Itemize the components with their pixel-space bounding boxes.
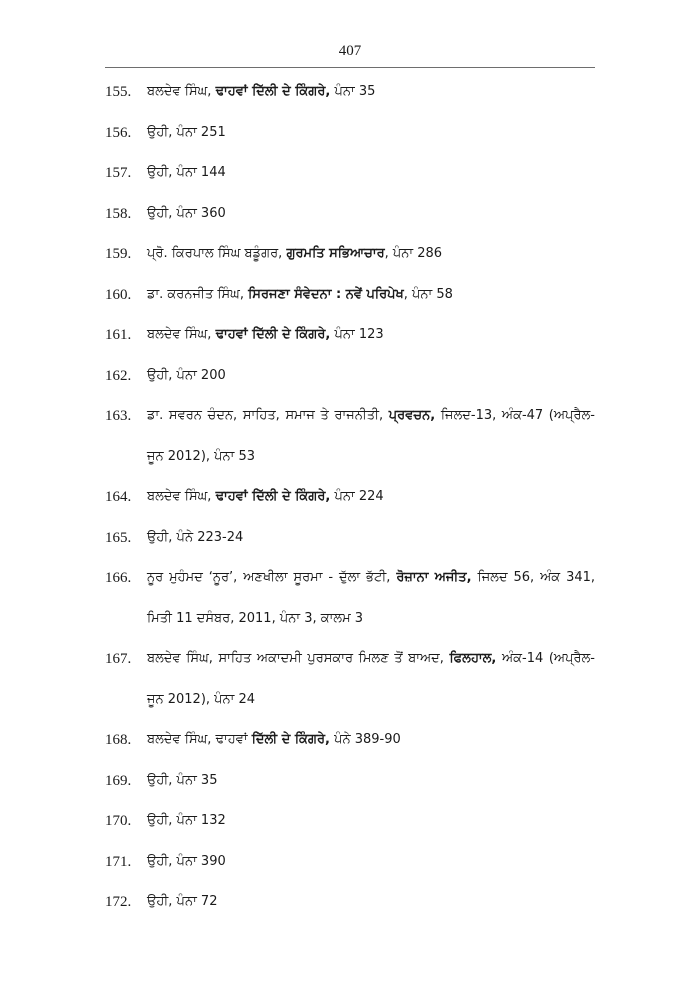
endnote-part: ਉਹੀ, ਪੰਨਾ 72 [147, 894, 218, 909]
endnote-item [105, 194, 595, 235]
endnote-part: ਉਹੀ, ਪੰਨਾ 251 [147, 124, 226, 140]
endnote-text [147, 558, 595, 639]
endnote-item [105, 518, 595, 559]
endnote-number: 165. [105, 529, 132, 546]
endnote-part: ਉਹੀ, ਪੰਨੇ 223-24 [147, 529, 244, 545]
endnote-part: ਡਾ. ਕਰਨਜੀਤ ਸਿੰਘ, [147, 286, 249, 302]
endnote-title: ਢਾਹਵਾਂ ਦਿੱਲੀ ਦੇ ਕਿੰਗਰੇ, [215, 327, 331, 342]
page-number: 407 [338, 43, 362, 59]
endnote-part: ਨੂਰ ਮੁਹੰਮਦ ‘ਨੂਰ’, ਅਣਖੀਲਾ ਸੂਰਮਾ - ਦੁੱਲਾ ਭੱਟੀ, [147, 570, 397, 585]
endnote-part: ਪ੍ਰੋ. ਕਿਰਪਾਲ ਸਿੰਘ ਬਡੂੰਗਰ, [147, 246, 287, 261]
endnote-text [147, 72, 595, 113]
endnote-title: ਰੋਜ਼ਾਨਾ ਅਜੀਤ, [396, 570, 472, 585]
endnote-title: ਫਿਲਹਾਲ, [449, 651, 497, 666]
endnote-item [105, 639, 595, 720]
endnote-number: 161. [105, 327, 132, 343]
endnote-text [147, 275, 595, 316]
endnote-part: ਪੰਨਾ 123 [330, 327, 384, 342]
endnote-part: ਬਲਦੇਵ ਸਿੰਘ, [147, 327, 216, 342]
endnote-text [147, 153, 595, 194]
endnote-part: ਜਿਲਦ 56, ਅੰਕ 341, ਮਿਤੀ 11 ਦਸੰਬਰ, 2011, ਪੰਨਾ 3, ਕਾਲਮ 3 [147, 570, 596, 626]
endnote-text [147, 194, 595, 235]
header-rule [105, 67, 595, 68]
endnote-item [105, 113, 595, 154]
endnote-title: ਦਿੱਲੀ ਦੇ ਕਿੰਗਰੇ, [251, 732, 330, 747]
endnote-part: , ਪੰਨਾ 286 [384, 246, 443, 261]
endnote-number: 160. [105, 286, 132, 303]
endnote-text [147, 113, 595, 154]
endnote-title: ਸਿਰਜਣਾ ਸੰਵੇਦਨਾ : ਨਵੇਂ ਪਰਿਪੇਖ [248, 286, 404, 302]
endnote-part: ਉਹੀ, ਪੰਨਾ 390 [147, 853, 226, 869]
endnote-title: ਢਾਹਵਾਂ ਦਿੱਲੀ ਦੇ ਕਿੰਗਰੇ, [215, 489, 331, 504]
endnote-number: 171. [105, 853, 132, 870]
endnote-part: ਬਲਦੇਵ ਸਿੰਘ, [147, 489, 216, 504]
endnote-title: ਢਾਹਵਾਂ ਦਿੱਲੀ ਦੇ ਕਿੰਗਰੇ, [215, 84, 331, 99]
endnote-number: 163. [105, 408, 132, 424]
endnote-number: 166. [105, 570, 132, 586]
endnote-text [147, 477, 595, 518]
endnote-item [105, 477, 595, 518]
endnote-number: 162. [105, 367, 132, 384]
endnote-number: 167. [105, 651, 132, 667]
endnote-item [105, 275, 595, 316]
endnote-number: 157. [105, 165, 132, 181]
endnote-item [105, 558, 595, 639]
endnote-text [147, 234, 595, 275]
endnote-number: 169. [105, 772, 132, 789]
endnote-item [105, 356, 595, 397]
endnote-part: ਬਲਦੇਵ ਸਿੰਘ, [147, 84, 216, 99]
endnote-item [105, 396, 595, 477]
endnote-number: 170. [105, 813, 132, 829]
endnotes-list [105, 72, 595, 923]
endnote-number: 158. [105, 205, 132, 222]
endnote-part: ਜਿਲਦ-13, ਅੰਕ-47 (ਅਪ੍ਰੈਲ-ਜੂਨ 2012), ਪੰਨਾ 53 [147, 408, 595, 464]
endnote-text [147, 315, 595, 356]
endnote-number: 172. [105, 894, 132, 910]
endnote-part: ਉਹੀ, ਪੰਨਾ 360 [147, 205, 226, 221]
endnote-part: ਬਲਦੇਵ ਸਿੰਘ, ਢਾਹਵਾਂ [147, 732, 252, 747]
endnote-item [105, 761, 595, 802]
endnote-item [105, 153, 595, 194]
endnote-text [147, 882, 595, 923]
endnote-part: ਉਹੀ, ਪੰਨਾ 144 [147, 165, 226, 180]
endnote-item [105, 72, 595, 113]
endnote-part: , ਪੰਨਾ 58 [403, 286, 453, 302]
endnote-text [147, 801, 595, 842]
endnote-number: 164. [105, 489, 132, 505]
endnote-part: ਪੰਨਾ 224 [330, 489, 384, 504]
endnote-item [105, 801, 595, 842]
endnote-title: ਗੁਰਮਤਿ ਸਭਿਆਚਾਰ [286, 246, 385, 261]
endnote-part: ਉਹੀ, ਪੰਨਾ 200 [147, 367, 226, 383]
endnote-number: 155. [105, 84, 132, 100]
endnote-item [105, 882, 595, 923]
endnote-text [147, 518, 595, 559]
endnote-text [147, 720, 595, 761]
endnote-title: ਪ੍ਰਵਚਨ, [388, 408, 436, 423]
endnote-part: ਪੰਨੇ 389-90 [329, 732, 401, 747]
endnote-part: ਅੰਕ-14 (ਅਪ੍ਰੈਲ-ਜੂਨ 2012), ਪੰਨਾ 24 [147, 651, 595, 707]
endnote-part: ਉਹੀ, ਪੰਨਾ 132 [147, 813, 226, 828]
endnote-number: 156. [105, 124, 132, 141]
endnote-part: ਉਹੀ, ਪੰਨਾ 35 [147, 772, 218, 788]
endnote-text [147, 761, 595, 802]
endnote-item [105, 720, 595, 761]
endnote-part: ਬਲਦੇਵ ਸਿੰਘ, ਸਾਹਿਤ ਅਕਾਦਮੀ ਪੁਰਸਕਾਰ ਮਿਲਣ ਤੋਂ ਬਾਅਦ, [147, 651, 450, 666]
endnote-number: 159. [105, 246, 132, 262]
endnote-item [105, 842, 595, 883]
endnote-text [147, 396, 595, 477]
endnote-text [147, 356, 595, 397]
endnote-item [105, 315, 595, 356]
endnote-text [147, 639, 595, 720]
endnote-text [147, 842, 595, 883]
endnote-item [105, 234, 595, 275]
endnote-part: ਡਾ. ਸਵਰਨ ਚੰਦਨ, ਸਾਹਿਤ, ਸਮਾਜ ਤੇ ਰਾਜਨੀਤੀ, [147, 408, 389, 423]
endnote-number: 168. [105, 732, 132, 748]
endnote-part: ਪੰਨਾ 35 [330, 84, 376, 99]
